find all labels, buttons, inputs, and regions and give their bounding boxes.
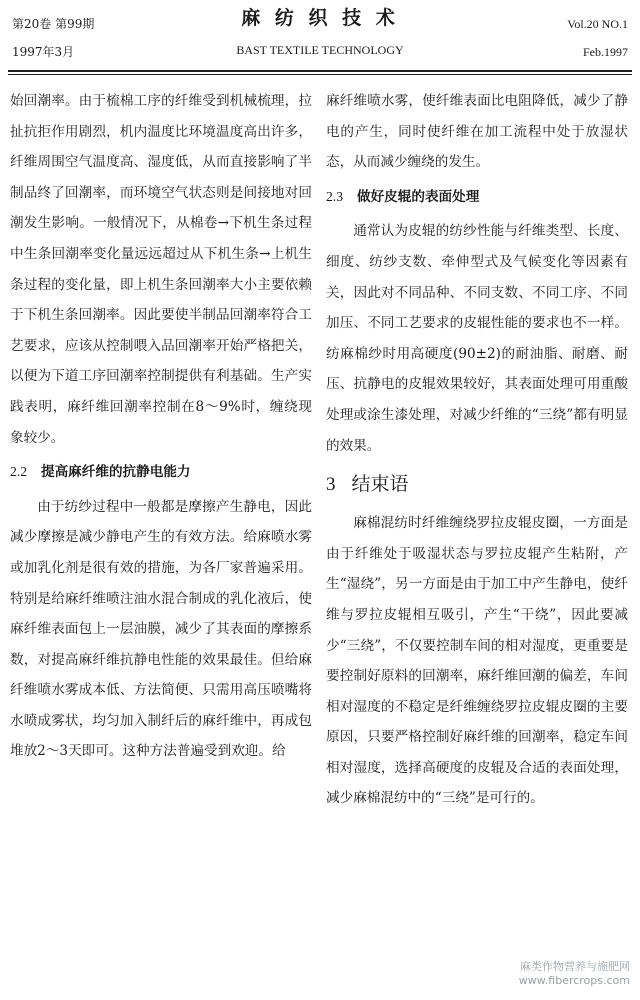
watermark-text-cn: 麻类作物营养与施肥网 xyxy=(520,960,630,973)
section-title: 提高麻纤维的抗静电能力 xyxy=(41,464,191,481)
paragraph: 由于纺纱过程中一般都是摩擦产生静电，因此减少摩擦是减少静电产生的有效方法。给麻喷水雾或加乳化剂是很有效的措施，为各厂家普遍采用。特别是给麻纤维喷注油水混合制成的乳化液后，使麻纤维表面包上一层油膜，减少了其表面的摩擦系数，对提高麻纤维抗静电性能的效果最佳。但给麻纤维喷水雾成本低、方法简便、只需用高压喷嘴将水喷成雾状，均匀加入制纤后的麻纤维中，再成包堆放2～3天即可。这种方法普遍受到欢迎。给 xyxy=(10,498,312,760)
header-rule xyxy=(8,70,632,72)
date-cn: 1997年3月 xyxy=(12,45,75,59)
section-title: 结束语 xyxy=(351,473,409,496)
section-number: 3 xyxy=(326,474,336,496)
watermark-url: www.fibercrops.com xyxy=(518,974,630,987)
paragraph-continued: 麻纤维喷水雾，使纤维表面比电阻降低，减少了静电的产生，同时使纤维在加工流程中处于放湿状态，从而减少缠绕的发生。 xyxy=(326,93,628,171)
paragraph: 通常认为皮辊的纺纱性能与纤维类型、长度、细度、纺纱支数、牵伸型式及气候变化等因素有关，因此对不同品种、不同支数、不同工序、不同加压、不同工艺要求的皮辊性能的要求也不一样。纺麻棉纱时用高硬度(90±2)的耐油脂、耐磨、耐压、抗静电的皮辊效果较好，其表面处理可用重酸处理或涂生漆处理，对减少纤维的“三绕”都有明显的效果。 xyxy=(326,223,628,454)
section-heading-2-2 xyxy=(10,457,312,488)
date-en: Feb.1997 xyxy=(583,45,628,59)
journal-title-en: BAST TEXTILE TECHNOLOGY xyxy=(236,43,404,57)
section-number: 2.2 xyxy=(10,464,27,480)
volume-issue-en: Vol.20 NO.1 xyxy=(567,17,628,31)
page-header xyxy=(0,0,640,80)
volume-issue-cn: 第20卷 第99期 xyxy=(12,17,95,31)
paragraph-continued: 始回潮率。由于梳棉工序的纤维受到机械梳理，拉扯抗拒作用剧烈，机内温度比环境温度高出许多，纤维周围空气温度高、湿度低，从而直接影响了半制品终了回潮率，而环境空气状态则是间接地对回潮发生影响。一般情况下，从棉卷→下机生条过程中生条回潮率变化量远远超过从下机生条→上机生条过程的变化量，即上机生条回潮率大小主要依赖于下机生条回潮率。因此要使半制品回潮率符合工艺要求，应该从控制喂入品回潮率开始严格把关，以便为下道工序回潮率控制提供有利基础。生产实践表明，麻纤维回潮率控制在8～9%时，缠绕现象较少。 xyxy=(10,93,312,446)
left-column xyxy=(10,86,312,767)
section-number: 2.3 xyxy=(326,188,343,204)
section-heading-2-3 xyxy=(326,182,628,213)
section-heading-3 xyxy=(326,467,628,502)
header-rule-thin xyxy=(8,74,632,75)
site-watermark xyxy=(519,960,630,988)
section-title: 做好皮辊的表面处理 xyxy=(357,188,480,205)
paragraph: 麻棉混纺时纤维缠绕罗拉皮辊皮圈，一方面是由于纤维处于吸湿状态与罗拉皮辊产生粘附，产生“湿绕”，另一方面是由于加工中产生静电，使纤维与罗拉皮辊相互吸引，产生“干绕”，因此要减少“三绕”，不仅要控制车间的相对湿度，更重要是要控制好原料的回潮率，麻纤维回潮的偏差，车间相对湿度的不稳定是纤维缠绕罗拉皮辊皮圈的主要原因，只要严格控制好麻纤维的回潮率，稳定车间相对湿度，选择高硬度的皮辊及合适的表面处理，减少麻棉混纺中的“三绕”是可行的。 xyxy=(326,515,628,807)
right-column xyxy=(326,86,628,814)
journal-title-cn: 麻 纺 织 技 术 xyxy=(241,7,399,29)
